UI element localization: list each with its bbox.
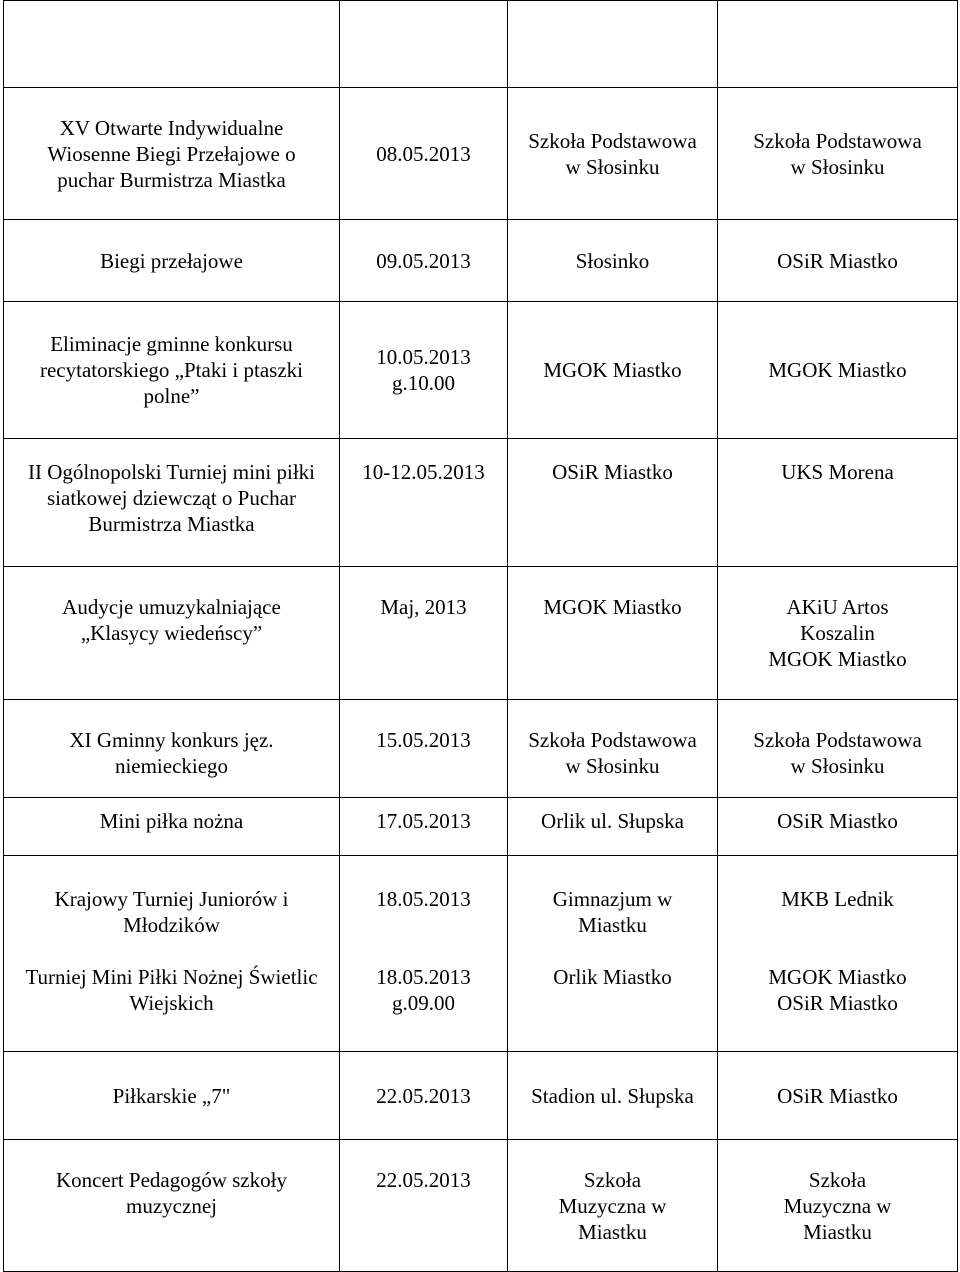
event-line: Mini piłka nożna <box>99 809 244 833</box>
place-cell <box>508 1140 718 1272</box>
table-row <box>4 798 958 856</box>
table-row <box>4 1140 958 1272</box>
organizer-line: Szkoła Podstawowa <box>753 728 922 752</box>
event-line: Audycje umuzykalniające <box>62 595 281 619</box>
event-cell <box>4 302 340 439</box>
place-line: w Słosinku <box>565 154 660 179</box>
organizer-cell <box>718 567 958 700</box>
event-cell <box>4 700 340 798</box>
event-line: Krajowy Turniej Juniorów i <box>54 887 289 911</box>
organizer-line: w Słosinku <box>790 754 885 778</box>
event-line: Wiejskich <box>129 991 214 1015</box>
date-cell <box>340 1140 508 1272</box>
date-line: 10-12.05.2013 <box>362 460 485 484</box>
place-cell <box>508 439 718 567</box>
date-line: 18.05.2013 <box>376 965 471 989</box>
place-line: Miastku <box>578 913 647 937</box>
organizer-line: Szkoła Podstawowa <box>753 128 922 153</box>
event-line: puchar Burmistrza Miastka <box>57 167 286 192</box>
place-line: MGOK Miastko <box>543 595 682 619</box>
organizer-line: UKS Morena <box>781 460 894 484</box>
event-line: II Ogólnopolski Turniej mini piłki <box>27 460 316 484</box>
date-line: 10.05.2013 <box>376 345 471 369</box>
date-line: 22.05.2013 <box>376 1168 471 1192</box>
event-line: Wiosenne Biegi Przełajowe o <box>47 141 296 166</box>
place-line: MGOK Miastko <box>543 358 682 382</box>
place-line: Słosinko <box>575 248 650 273</box>
place-cell <box>508 700 718 798</box>
event-cell <box>4 88 340 220</box>
table-row <box>4 220 958 302</box>
date-line: 22.05.2013 <box>376 1083 471 1108</box>
place-line: w Słosinku <box>565 754 660 778</box>
event-line: XI Gminny konkurs jęz. <box>69 728 274 752</box>
place-line <box>512 990 713 1016</box>
place-line: Orlik Miastko <box>553 965 672 989</box>
event-cell <box>4 856 340 1052</box>
organizer-line <box>722 912 953 938</box>
place-line: Gimnazjum w <box>552 887 673 911</box>
date-line: g.10.00 <box>392 371 455 395</box>
organizer-cell <box>718 700 958 798</box>
organizer-line: w Słosinku <box>790 154 885 179</box>
event-cell <box>4 220 340 302</box>
organizer-line: OSiR Miastko <box>777 809 898 833</box>
date-line: 09.05.2013 <box>376 248 471 273</box>
organizer-line: MGOK Miastko <box>768 647 907 671</box>
place-line: Szkoła Podstawowa <box>528 728 697 752</box>
organizer-cell <box>718 1 958 88</box>
table-row <box>4 700 958 798</box>
event-line: polne” <box>143 384 200 408</box>
event-cell <box>4 1 340 88</box>
date-line: 15.05.2013 <box>376 728 471 752</box>
event-line: Biegi przełajowe <box>100 248 243 273</box>
place-line: Szkoła Podstawowa <box>528 128 697 153</box>
organizer-line <box>722 938 953 964</box>
date-line: g.09.00 <box>392 991 455 1015</box>
date-cell <box>340 1 508 88</box>
event-line: niemieckiego <box>114 754 229 778</box>
organizer-line: Szkoła <box>808 1168 867 1192</box>
event-line: „Klasycy wiedeńscy” <box>80 621 263 645</box>
date-cell <box>340 439 508 567</box>
organizer-cell <box>718 1052 958 1140</box>
place-cell <box>508 1052 718 1140</box>
table-row <box>4 567 958 700</box>
date-cell <box>340 567 508 700</box>
table-row <box>4 439 958 567</box>
place-cell <box>508 88 718 220</box>
date-cell <box>340 1052 508 1140</box>
event-cell <box>4 1140 340 1272</box>
organizer-cell <box>718 798 958 856</box>
date-line <box>344 912 503 938</box>
event-cell <box>4 567 340 700</box>
date-line: 08.05.2013 <box>376 141 471 166</box>
organizer-line: OSiR Miastko <box>777 1083 898 1108</box>
date-cell <box>340 220 508 302</box>
organizer-line: OSiR Miastko <box>777 248 898 273</box>
event-line: Piłkarskie „7" <box>112 1083 231 1108</box>
date-line <box>344 938 503 964</box>
place-line: Szkoła <box>583 1168 642 1192</box>
table-row <box>4 856 958 1052</box>
event-line: muzycznej <box>126 1194 217 1218</box>
organizer-line: MGOK Miastko <box>768 358 907 382</box>
table-row <box>4 302 958 439</box>
date-line: Maj, 2013 <box>380 595 467 619</box>
event-line: Burmistrza Miastka <box>88 512 255 536</box>
place-cell <box>508 302 718 439</box>
event-cell <box>4 1052 340 1140</box>
place-cell <box>508 567 718 700</box>
organizer-cell <box>718 1140 958 1272</box>
table-row <box>4 88 958 220</box>
organizer-cell <box>718 88 958 220</box>
events-table <box>3 0 958 1272</box>
place-cell <box>508 856 718 1052</box>
place-line: Orlik ul. Słupska <box>541 809 684 833</box>
event-cell <box>4 798 340 856</box>
place-line: Stadion ul. Słupska <box>531 1083 694 1108</box>
organizer-line: Muzyczna w <box>783 1194 892 1218</box>
date-line: 18.05.2013 <box>376 887 471 911</box>
organizer-cell <box>718 220 958 302</box>
date-cell <box>340 302 508 439</box>
event-line: Turniej Mini Piłki Nożnej Świetlic <box>25 965 318 989</box>
place-line <box>512 938 713 964</box>
organizer-line: Miastku <box>803 1220 872 1244</box>
organizer-line: MKB Lednik <box>781 887 894 911</box>
event-line: XV Otwarte Indywidualne <box>59 115 284 140</box>
date-cell <box>340 856 508 1052</box>
table-row <box>4 1052 958 1140</box>
event-line: siatkowej dziewcząt o Puchar <box>47 486 296 510</box>
organizer-line: MGOK Miastko <box>768 965 907 989</box>
event-line <box>8 938 335 964</box>
place-line: Miastku <box>578 1220 647 1244</box>
place-cell <box>508 1 718 88</box>
organizer-line: Koszalin <box>800 621 875 645</box>
place-cell <box>508 798 718 856</box>
organizer-cell <box>718 302 958 439</box>
date-cell <box>340 700 508 798</box>
event-line: Koncert Pedagogów szkoły <box>56 1168 287 1192</box>
place-cell <box>508 220 718 302</box>
organizer-cell <box>718 856 958 1052</box>
date-cell <box>340 798 508 856</box>
event-cell <box>4 439 340 567</box>
table-row <box>4 1 958 88</box>
organizer-line: OSiR Miastko <box>777 991 898 1015</box>
organizer-cell <box>718 439 958 567</box>
event-line: Młodzików <box>123 913 220 937</box>
date-line: 17.05.2013 <box>376 809 471 833</box>
date-cell <box>340 88 508 220</box>
event-line: Eliminacje gminne konkursu <box>50 332 293 356</box>
organizer-line: AKiU Artos <box>786 595 889 619</box>
event-line: recytatorskiego „Ptaki i ptaszki <box>39 358 303 382</box>
place-line: Muzyczna w <box>558 1194 667 1218</box>
place-line: OSiR Miastko <box>552 460 673 484</box>
